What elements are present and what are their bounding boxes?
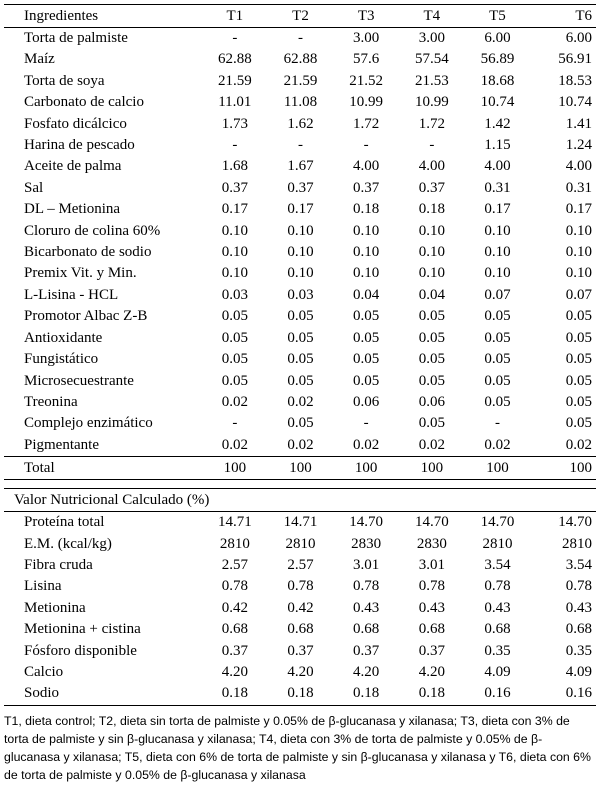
cell-value: 0.37 <box>418 179 445 196</box>
row-label: Metionina <box>24 599 86 616</box>
cell-value: 1.62 <box>287 115 314 132</box>
cell-value: 4.20 <box>287 663 314 680</box>
cell-value: 0.05 <box>287 372 314 389</box>
cell-value: 0.37 <box>221 642 248 659</box>
row-label: Fosfato dicálcico <box>24 115 127 132</box>
cell-value: 0.02 <box>565 436 592 453</box>
cell-value: 1.41 <box>565 115 592 132</box>
cell-value: 0.05 <box>565 351 592 368</box>
cell-value: 3.54 <box>565 556 592 573</box>
cell-value: 11.08 <box>283 94 318 111</box>
cell-value: - <box>232 137 238 154</box>
nutrition-row <box>4 662 596 683</box>
cell-value: - <box>298 137 303 154</box>
ingredient-row <box>4 285 596 306</box>
cell-value: 0.37 <box>287 642 314 659</box>
cell-value: 6.00 <box>484 30 511 46</box>
header-col-t2: T2 <box>268 5 334 28</box>
cell-value: 2830 <box>351 535 382 552</box>
ingredient-row <box>4 328 596 349</box>
cell-value: 0.16 <box>530 683 596 705</box>
cell-value: 21.59 <box>217 72 252 89</box>
cell-value: 0.78 <box>565 578 592 595</box>
ingredient-row <box>4 199 596 220</box>
cell-value: 0.02 <box>221 436 248 453</box>
cell-value: 0.05 <box>353 329 380 346</box>
cell-value: 0.37 <box>287 179 314 196</box>
cell-value: - <box>494 415 500 432</box>
cell-value: 56.91 <box>558 51 592 68</box>
cell-value: 2810 <box>562 535 592 552</box>
cell-value: 0.05 <box>565 308 592 325</box>
cell-value: 2.57 <box>287 556 314 573</box>
cell-value: 0.10 <box>418 222 445 239</box>
row-label: Fósforo disponible <box>24 642 137 659</box>
ingredient-row <box>4 435 596 457</box>
nutrition-row <box>4 576 596 597</box>
row-label: Complejo enzimático <box>24 415 153 432</box>
cell-value: 0.05 <box>287 329 314 346</box>
cell-value: 0.31 <box>565 179 592 196</box>
cell-value: 0.10 <box>287 244 314 261</box>
header-col-t5: T5 <box>465 5 531 28</box>
cell-value: 0.18 <box>333 683 399 705</box>
cell-value: 0.17 <box>287 201 314 218</box>
cell-value: 0.05 <box>353 308 380 325</box>
cell-value: 0.10 <box>353 265 380 282</box>
cell-value: 0.18 <box>399 683 465 705</box>
cell-value: 10.74 <box>480 94 515 111</box>
cell-value: 0.78 <box>221 578 248 595</box>
ingredient-row <box>4 242 596 263</box>
cell-value: 0.02 <box>484 436 511 453</box>
cell-value: 4.20 <box>353 663 380 680</box>
header-col-t1: T1 <box>202 5 268 28</box>
cell-value: 0.10 <box>353 244 380 261</box>
cell-value: 0.05 <box>418 308 445 325</box>
cell-value: 0.02 <box>418 436 445 453</box>
cell-value: 0.18 <box>202 683 268 705</box>
cell-value: - <box>363 415 369 432</box>
cell-value: 6.00 <box>565 30 592 46</box>
cell-value: 0.10 <box>221 222 248 239</box>
cell-value: 4.09 <box>565 663 592 680</box>
row-label: Harina de pescado <box>24 137 135 154</box>
row-label: Fibra cruda <box>24 556 93 573</box>
cell-value: 0.18 <box>353 201 380 218</box>
cell-value: 3.01 <box>353 556 380 573</box>
cell-value: 0.04 <box>353 286 380 303</box>
row-label: Maíz <box>24 51 55 68</box>
cell-value: 0.05 <box>418 351 445 368</box>
cell-value: 0.37 <box>221 179 248 196</box>
table-footnote: T1, dieta control; T2, dieta sin torta de palmiste y 0.05% de β-glucanasa y xilanasa; T3, dieta con 3% de torta de palmiste y sin β-glucanasa y xilanasa; T4, dieta con 3% de torta de palmiste y 0.05% de β-glucanasa y xilanasa; T5, dieta con 6% de torta de palmiste y sin β-glucanasa y xilanasa y T6, dieta con 6% de torta de palmiste y 0.05% de β-glucanasa y xilanasa <box>4 713 591 782</box>
cell-value: 0.05 <box>353 351 380 368</box>
row-label: Sal <box>24 179 44 196</box>
row-label: Carbonato de calcio <box>24 94 144 111</box>
cell-value: 1.73 <box>221 115 248 132</box>
cell-value: 14.70 <box>480 514 515 531</box>
total-value: 100 <box>333 457 399 480</box>
cell-value: 4.20 <box>221 663 248 680</box>
cell-value: 0.06 <box>353 393 380 410</box>
cell-value: 0.10 <box>353 222 380 239</box>
diet-composition-table <box>4 4 596 706</box>
cell-value: 0.42 <box>221 599 248 616</box>
cell-value: 0.05 <box>484 351 511 368</box>
cell-value: - <box>429 137 435 154</box>
cell-value: 0.05 <box>221 372 248 389</box>
header-col-t6: T6 <box>530 5 596 28</box>
cell-value: 2.57 <box>221 556 248 573</box>
cell-value: - <box>232 30 238 46</box>
cell-value: 0.05 <box>221 308 248 325</box>
cell-value: 0.37 <box>353 179 380 196</box>
ingredient-row <box>4 178 596 199</box>
cell-value: 1.67 <box>287 158 314 175</box>
cell-value: 0.43 <box>565 599 592 616</box>
row-label: Antioxidante <box>24 329 103 346</box>
cell-value: 1.24 <box>565 137 592 154</box>
cell-value: 10.99 <box>414 94 449 111</box>
ingredients-body <box>4 28 596 457</box>
cell-value: 0.06 <box>418 393 445 410</box>
cell-value: 0.10 <box>221 265 248 282</box>
cell-value: 0.68 <box>484 621 511 638</box>
cell-value: 0.35 <box>565 642 592 659</box>
cell-value: 0.02 <box>353 436 380 453</box>
cell-value: - <box>363 137 369 154</box>
nutrition-row <box>4 619 596 640</box>
row-label: Bicarbonato de sodio <box>24 244 152 261</box>
nutrition-row <box>4 683 596 705</box>
cell-value: 1.72 <box>353 115 380 132</box>
cell-value: 0.68 <box>565 621 592 638</box>
ingredient-row <box>4 263 596 284</box>
cell-value: 0.17 <box>484 201 511 218</box>
cell-value: 0.05 <box>484 308 511 325</box>
cell-value: 2830 <box>416 535 447 552</box>
cell-value: 0.05 <box>287 308 314 325</box>
cell-value: 0.05 <box>221 351 248 368</box>
nutrition-row <box>4 641 596 662</box>
nutrition-row <box>4 512 596 534</box>
diet-composition-document <box>4 4 596 784</box>
nutrition-row <box>4 534 596 555</box>
cell-value: 0.05 <box>565 372 592 389</box>
cell-value: 10.74 <box>558 94 592 111</box>
row-label: Premix Vit. y Min. <box>24 265 137 282</box>
nutrition-row <box>4 555 596 576</box>
cell-value: 0.68 <box>221 621 248 638</box>
row-label: Treonina <box>24 393 78 410</box>
cell-value: 1.72 <box>418 115 445 132</box>
cell-value: 0.05 <box>418 415 445 432</box>
cell-value: 10.99 <box>349 94 384 111</box>
cell-value: 0.68 <box>418 621 445 638</box>
row-label: Promotor Albac Z-B <box>24 308 148 325</box>
nutrition-row <box>4 598 596 619</box>
cell-value: 0.05 <box>418 329 445 346</box>
cell-value: 0.02 <box>287 436 314 453</box>
total-value: 100 <box>202 457 268 480</box>
cell-value: 0.78 <box>484 578 511 595</box>
cell-value: 0.78 <box>353 578 380 595</box>
row-label: Fungistático <box>24 351 99 368</box>
ingredient-row <box>4 114 596 135</box>
cell-value: 14.71 <box>283 514 318 531</box>
cell-value: 0.10 <box>418 265 445 282</box>
cell-value: 0.10 <box>565 265 592 282</box>
cell-value: 0.43 <box>353 599 380 616</box>
nutrition-section-header <box>4 489 596 512</box>
cell-value: 0.05 <box>565 415 592 432</box>
cell-value: 0.43 <box>418 599 445 616</box>
total-value: 100 <box>268 457 334 480</box>
cell-value: 14.70 <box>349 514 384 531</box>
cell-value: 18.68 <box>480 72 515 89</box>
cell-value: 0.10 <box>484 265 511 282</box>
cell-value: 0.03 <box>221 286 248 303</box>
row-label: DL – Metionina <box>24 201 121 218</box>
cell-value: 0.10 <box>221 244 248 261</box>
cell-value: 0.05 <box>484 393 511 410</box>
cell-value: 11.01 <box>218 94 252 111</box>
cell-value: 0.05 <box>418 372 445 389</box>
cell-value: 0.37 <box>353 642 380 659</box>
ingredient-row <box>4 28 596 50</box>
ingredient-row <box>4 413 596 434</box>
cell-value: 0.05 <box>484 329 511 346</box>
cell-value: 0.42 <box>287 599 314 616</box>
cell-value: 0.10 <box>565 244 592 261</box>
cell-value: 4.00 <box>418 158 445 175</box>
ingredient-row <box>4 306 596 327</box>
row-label: Microsecuestrante <box>24 372 134 389</box>
cell-value: 0.05 <box>287 415 314 432</box>
cell-value: - <box>232 415 238 432</box>
cell-value: 0.37 <box>418 642 445 659</box>
cell-value: 0.17 <box>565 201 592 218</box>
row-label: Metionina + cistina <box>24 621 141 638</box>
cell-value: 0.18 <box>268 683 334 705</box>
cell-value: 0.31 <box>484 179 511 196</box>
cell-value: 0.07 <box>565 286 592 303</box>
cell-value: 0.17 <box>221 201 248 218</box>
cell-value: 4.00 <box>565 158 592 175</box>
cell-value: 57.54 <box>414 51 449 68</box>
cell-value: 0.10 <box>484 222 511 239</box>
cell-value: 14.70 <box>558 514 592 531</box>
cell-value: 0.05 <box>287 351 314 368</box>
cell-value: 0.05 <box>565 329 592 346</box>
cell-value: 3.00 <box>418 30 445 46</box>
cell-value: 0.78 <box>287 578 314 595</box>
table-header-row <box>4 5 596 28</box>
total-value: 100 <box>399 457 465 480</box>
row-label: Sodio <box>4 683 202 705</box>
cell-value: 0.05 <box>565 393 592 410</box>
cell-value: 4.00 <box>353 158 380 175</box>
cell-value: 3.00 <box>353 30 380 46</box>
header-col-t4: T4 <box>399 5 465 28</box>
cell-value: 0.05 <box>484 372 511 389</box>
header-ingredients: Ingredientes <box>4 5 202 28</box>
cell-value: 62.88 <box>217 51 252 68</box>
cell-value: 0.10 <box>287 222 314 239</box>
header-col-t3: T3 <box>333 5 399 28</box>
ingredient-row <box>4 71 596 92</box>
cell-value: 0.35 <box>484 642 511 659</box>
row-label: E.M. (kcal/kg) <box>24 535 112 552</box>
cell-value: 4.20 <box>418 663 445 680</box>
cell-value: 0.05 <box>353 372 380 389</box>
row-label: Pigmentante <box>24 436 99 453</box>
row-label: Proteína total <box>24 514 105 531</box>
cell-value: 0.68 <box>353 621 380 638</box>
cell-value: 0.02 <box>221 393 248 410</box>
cell-value: 57.6 <box>353 51 380 68</box>
total-value: 100 <box>465 457 531 480</box>
ingredient-row <box>4 392 596 413</box>
cell-value: 0.10 <box>484 244 511 261</box>
cell-value: 2810 <box>219 535 250 552</box>
section-spacer <box>4 480 596 489</box>
cell-value: - <box>298 30 303 46</box>
cell-value: 0.18 <box>418 201 445 218</box>
cell-value: 21.53 <box>414 72 449 89</box>
ingredient-row <box>4 221 596 242</box>
cell-value: 0.02 <box>287 393 314 410</box>
row-label: Calcio <box>24 663 64 680</box>
cell-value: 4.09 <box>484 663 511 680</box>
row-label: Torta de soya <box>24 72 105 89</box>
cell-value: 0.10 <box>287 265 314 282</box>
cell-value: 21.52 <box>349 72 384 89</box>
ingredient-row <box>4 156 596 177</box>
cell-value: 0.10 <box>418 244 445 261</box>
cell-value: 1.42 <box>484 115 511 132</box>
ingredient-row <box>4 349 596 370</box>
ingredient-row <box>4 49 596 70</box>
row-label: Lisina <box>24 578 62 595</box>
nutrition-body <box>4 512 596 706</box>
cell-value: 21.59 <box>283 72 318 89</box>
total-row <box>4 457 596 480</box>
cell-value: 0.68 <box>287 621 314 638</box>
cell-value: 4.00 <box>484 158 511 175</box>
total-label: Total <box>4 457 202 480</box>
cell-value: 0.43 <box>484 599 511 616</box>
total-value: 100 <box>530 457 596 480</box>
cell-value: 56.89 <box>480 51 515 68</box>
cell-value: 0.16 <box>465 683 531 705</box>
cell-value: 0.04 <box>418 286 445 303</box>
ingredient-row <box>4 92 596 113</box>
cell-value: 62.88 <box>283 51 318 68</box>
cell-value: 0.10 <box>565 222 592 239</box>
cell-value: 3.01 <box>418 556 445 573</box>
cell-value: 0.05 <box>221 329 248 346</box>
cell-value: 0.07 <box>484 286 511 303</box>
cell-value: 18.53 <box>558 72 592 89</box>
cell-value: 2810 <box>482 535 513 552</box>
row-label: Aceite de palma <box>24 158 122 175</box>
nutrition-title: Valor Nutricional Calculado (%) <box>4 489 596 512</box>
cell-value: 14.70 <box>414 514 449 531</box>
ingredient-row <box>4 135 596 156</box>
cell-value: 0.03 <box>287 286 314 303</box>
cell-value: 1.15 <box>484 137 511 154</box>
cell-value: 14.71 <box>217 514 252 531</box>
row-label: L-Lisina - HCL <box>24 286 119 303</box>
row-label: Torta de palmiste <box>24 30 128 46</box>
cell-value: 2810 <box>285 535 316 552</box>
row-label: Cloruro de colina 60% <box>24 222 161 239</box>
cell-value: 0.78 <box>418 578 445 595</box>
cell-value: 3.54 <box>484 556 511 573</box>
cell-value: 1.68 <box>221 158 248 175</box>
ingredient-row <box>4 371 596 392</box>
